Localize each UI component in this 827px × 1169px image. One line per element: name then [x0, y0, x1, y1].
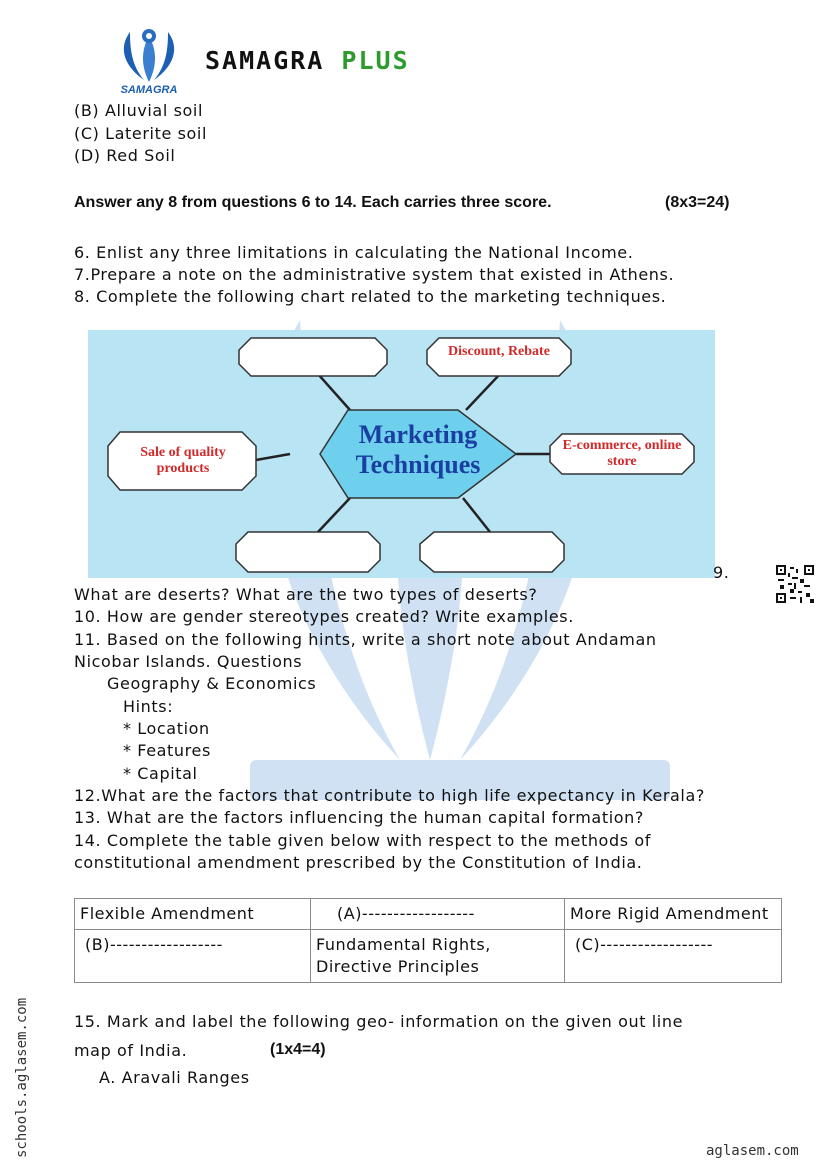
amendment-table [74, 898, 782, 983]
question-14-line2: constitutional amendment prescribed by the Constitution of India. [74, 853, 643, 872]
hint-location: * Location [123, 719, 210, 738]
table-row [75, 930, 782, 983]
box-top-left [239, 338, 387, 376]
section-instruction: Answer any 8 from questions 6 to 14. Each carries three score. [74, 194, 552, 211]
table-cell-a: (A)------------------ [311, 899, 565, 930]
table-cell-b: (B)------------------ [75, 930, 311, 983]
question-9-number: 9. [713, 563, 730, 582]
question-8: 8. Complete the following chart related to the marketing techniques. [74, 287, 667, 306]
center-label-line1: Marketing [358, 420, 478, 449]
box-bottom-right [420, 532, 564, 572]
question-7: 7.Prepare a note on the administrative system that existed in Athens. [74, 265, 675, 284]
table-cell-rights-line2: Directive Principles [316, 957, 480, 976]
hints-label: Hints: [123, 697, 174, 716]
option-b: (B) Alluvial soil [74, 101, 203, 120]
label-left: Sale of quality products [140, 445, 226, 476]
question-9-text: What are deserts? What are the two types of deserts? [74, 585, 538, 604]
logo-text: SAMAGRA [120, 84, 178, 96]
samagra-logo-icon [112, 26, 186, 84]
question-15-line1: 15. Mark and label the following geo- information on the given out line [74, 1012, 684, 1031]
brand-title [205, 46, 410, 75]
table-cell-flexible: Flexible Amendment [75, 899, 311, 930]
question-10: 10. How are gender stereotypes created? Write examples. [74, 607, 574, 626]
footer-url: aglasem.com [706, 1143, 799, 1159]
brand-word-plus: PLUS [341, 46, 410, 75]
question-11-line1: 11. Based on the following hints, write a short note about Andaman [74, 630, 657, 649]
question-15-marks: (1x4=4) [270, 1041, 326, 1058]
table-cell-c: (C)------------------ [565, 930, 782, 983]
label-top-right: Discount, Rebate [448, 344, 550, 359]
table-cell-rights-line1: Fundamental Rights, [316, 935, 491, 954]
hint-features: * Features [123, 741, 211, 760]
table-cell-rigid: More Rigid Amendment [565, 899, 782, 930]
side-url: schools.aglasem.com [14, 997, 30, 1158]
samagra-logo [112, 26, 186, 96]
option-c: (C) Laterite soil [74, 124, 208, 143]
table-row [75, 899, 782, 930]
question-15-line2: map of India. [74, 1041, 188, 1060]
question-15-item-a: A. Aravali Ranges [99, 1068, 250, 1087]
question-6: 6. Enlist any three limitations in calculating the National Income. [74, 243, 634, 262]
hint-capital: * Capital [123, 764, 198, 783]
question-11-subject: Geography & Economics [107, 674, 317, 693]
question-12: 12.What are the factors that contribute to high life expectancy in Kerala? [74, 786, 705, 805]
section-marks: (8x3=24) [665, 194, 730, 211]
center-label [320, 420, 516, 480]
label-right: E-commerce, online store [562, 438, 682, 469]
table-cell-rights [311, 930, 565, 983]
marketing-chart [88, 330, 715, 578]
question-14-line1: 14. Complete the table given below with respect to the methods of [74, 831, 651, 850]
box-bottom-left [236, 532, 380, 572]
question-13: 13. What are the factors influencing the human capital formation? [74, 808, 644, 827]
question-11-line2: Nicobar Islands. Questions [74, 652, 303, 671]
center-label-line2: Techniques [355, 450, 481, 479]
qr-code-icon [776, 565, 814, 603]
brand-word-samagra: SAMAGRA [205, 46, 325, 75]
option-d: (D) Red Soil [74, 146, 176, 165]
